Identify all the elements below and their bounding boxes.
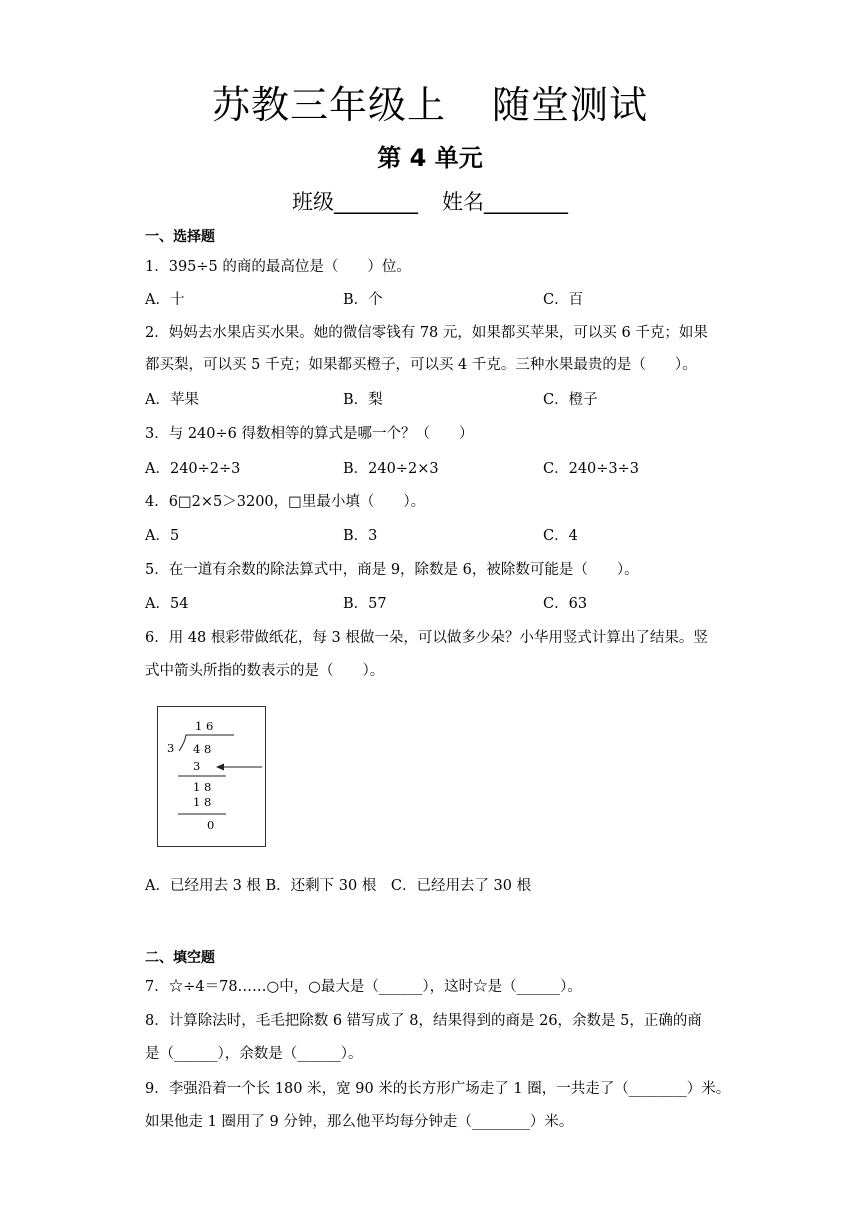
q1-option-c: C．百 [543,292,584,308]
first-product: 3 [193,759,201,773]
question-7: 7．☆÷4＝78……○中，○最大是（______），这时☆是（______）。 [145,979,582,995]
page-title [0,74,860,129]
q6-options: A．已经用去 3 根 B．还剩下 30 根 C．已经用去了 30 根 [145,878,532,894]
second-dividend: 1 8 [193,780,212,794]
question-9-line1: 9．李强沿着一个长 180 米，宽 90 米的长方形广场走了 1 圈，一共走了（________）米。 [145,1081,731,1097]
question-8-line1: 8．计算除法时，毛毛把除数 6 错写成了 8，结果得到的商是 26，余数是 5，正确的商 [145,1013,702,1029]
q3-option-b: B．240÷2×3 [343,461,439,477]
question-9-line2: 如果他走 1 圈用了 9 分钟，那么他平均每分钟走（________）米。 [145,1114,574,1130]
question-6-line2: 式中箭头所指的数表示的是（ ）。 [145,663,385,679]
q1-option-a: A．十 [145,292,185,308]
q2-option-a: A．苹果 [145,392,199,408]
question-6-line1: 6．用 48 根彩带做纸花，每 3 根做一朵，可以做多少朵？小华用竖式计算出了结果。竖 [145,630,708,646]
long-division-figure [157,706,266,847]
q2-option-c: C．橙子 [543,392,598,408]
second-product: 1 8 [193,795,212,809]
arrow-head [216,764,224,771]
divisor: 3 [167,741,175,755]
question-3: 3．与 240÷6 得数相等的算式是哪一个？（ ） [145,426,474,442]
q5-option-c: C．63 [543,596,588,612]
question-8-line2: 是（______），余数是（______）。 [145,1046,363,1062]
question-4: 4．6□2×5＞3200，□里最小填（ ）。 [145,494,426,510]
question-5: 5．在一道有余数的除法算式中，商是 9，除数是 6，被除数可能是（ ）。 [145,562,639,578]
class-field: 班级________ [292,190,418,214]
q4-option-c: C．4 [543,528,578,544]
remainder: 0 [207,818,215,832]
unit-heading: 第 4 单元 [377,144,483,172]
q5-option-b: B．57 [343,596,387,612]
quotient: 1 6 [195,719,214,733]
q3-option-a: A．240÷2÷3 [145,461,241,477]
q4-option-a: A．5 [145,528,180,544]
section-heading-choice: 一、选择题 [145,229,215,245]
student-info [0,186,860,216]
title-right: 随堂测试 [492,83,649,127]
dividend: 4 8 [193,742,212,756]
question-1: 1．395÷5 的商的最高位是（ ）位。 [145,259,411,275]
q1-option-b: B．个 [343,292,383,308]
q3-option-c: C．240÷3÷3 [543,461,640,477]
name-field: 姓名________ [442,190,568,214]
title-left: 苏教三年级上 [211,83,446,127]
q2-option-b: B．梨 [343,392,383,408]
q5-option-a: A．54 [145,596,189,612]
question-2-line1: 2．妈妈去水果店买水果。她的微信零钱有 78 元，如果都买苹果，可以买 6 千克；如果 [145,325,708,341]
section-heading-fill: 二、填空题 [145,950,215,966]
q4-option-b: B．3 [343,528,378,544]
question-2-line2: 都买梨，可以买 5 千克；如果都买橙子，可以买 4 千克。三种水果最贵的是（ ）。 [145,357,697,373]
